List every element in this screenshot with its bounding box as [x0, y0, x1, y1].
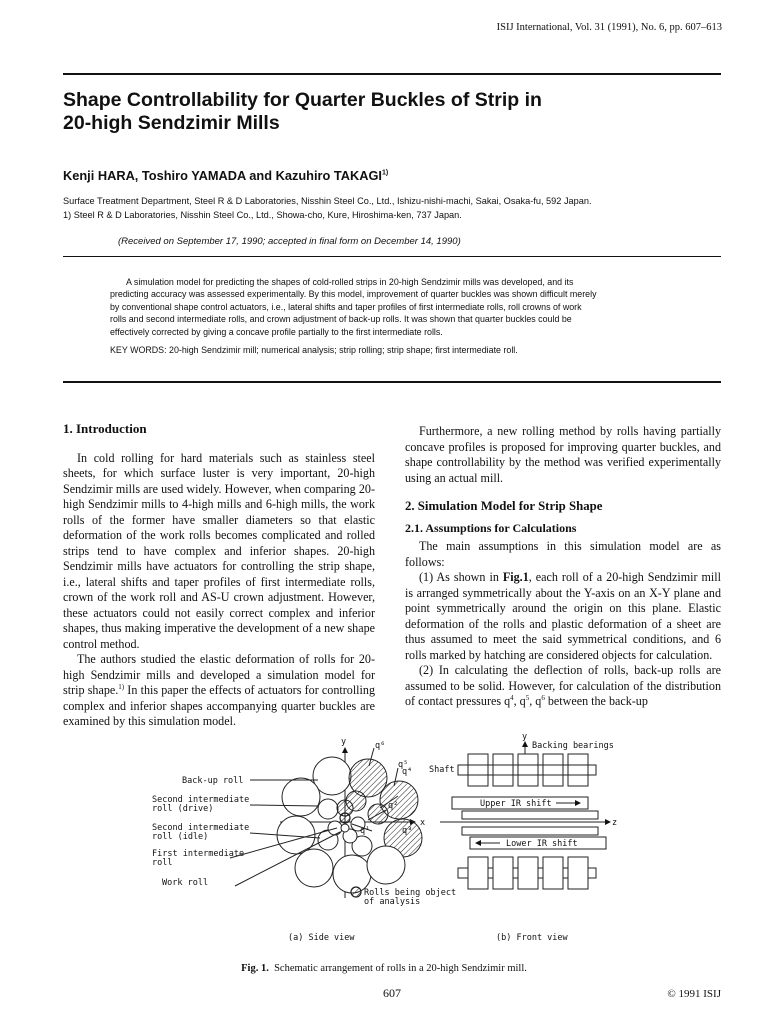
lower-bearing — [493, 857, 513, 889]
label-second-int-drive: Second intermediate — [152, 795, 250, 805]
lower-roll-band — [462, 827, 598, 835]
copyright: © 1991 ISIJ — [667, 988, 721, 1000]
label-rolls-object: Rolls being object — [364, 888, 457, 898]
backup-roll — [367, 846, 405, 884]
backup-roll — [295, 849, 333, 887]
label-first-int: First intermediate — [152, 849, 245, 859]
abstract-line: by conventional shape control actuators, i.e., lateral shifts and taper profiles of first intermediate rolls, roll crowns of work — [110, 301, 582, 312]
title-line-2: 20-high Sendzimir Mills — [63, 112, 280, 134]
backup-roll — [282, 778, 320, 816]
assumptions-intro: The main assumptions in this simulation model are as follows: — [405, 539, 721, 569]
label-z-axis: z — [612, 818, 618, 828]
abstract-top-rule — [63, 256, 721, 257]
label-y-front: y — [522, 732, 528, 742]
label-second-int-idle: Second intermediate — [152, 823, 250, 833]
figure-1-caption — [0, 963, 768, 974]
assumption-2: (2) In calculating the deflection of rolls, back-up rolls are assumed to be solid. However, for calculation of the distribution of contact pressures $q^4$, $q^5$, $q^6$ between the back-up — [405, 663, 721, 708]
title-line-1: Shape Controllability for Quarter Buckles of Strip in — [63, 89, 542, 111]
top-rule — [63, 73, 721, 75]
lower-bearing — [568, 857, 588, 889]
first-intermediate-roll — [328, 821, 342, 835]
abstract-bottom-rule — [63, 381, 721, 383]
upper-roll-band — [462, 811, 598, 819]
author-names: Kenji HARA, Toshiro YAMADA and Kazuhiro TAKAGI — [63, 168, 382, 183]
side-view-diagram — [230, 748, 422, 898]
front-view-diagram — [440, 742, 610, 889]
label-q3: q³ — [402, 826, 413, 836]
right-paragraph-1: Furthermore, a new rolling method by rolls having partially concave profiles is proposed for improving quarter buckles, and shape controllability by the method was verified experimentally using an actual mill. — [405, 424, 721, 485]
author-affiliation-mark: 1) — [381, 169, 389, 177]
work-roll — [340, 813, 350, 823]
figure-1-caption-label: Fig. 1. — [241, 963, 269, 974]
journal-reference: ISIJ International, Vol. 31 (1991), No. 6, pp. 607–613 — [496, 22, 722, 33]
abstract-line: rolls and second intermediate rolls, and crown adjustment of back-up rolls. It was shown that quarter buckles could be — [110, 314, 572, 325]
intro-paragraph-2: The authors studied the elastic deformation of rolls for 20-high Sendzimir mills and developed a simulation model for strip shape.$^{1)}$ In this paper the effects of actuators for controlling complex and inferior shapes accompanying quarter buckles are examined by this simulation model. — [63, 652, 375, 728]
label-second-int-drive: roll (drive) — [152, 804, 214, 814]
label-q4: q⁴ — [402, 767, 413, 777]
affiliation-2: 1) Steel R & D Laboratories, Nisshin Steel Co., Ltd., Showa-cho, Kure, Hiroshima-ken, 737 Japan. — [63, 209, 462, 220]
abstract-line: effectively corrected by giving a concave profile partially to the first intermediate rolls. — [110, 326, 443, 337]
left-column — [63, 421, 375, 730]
label-lower-ir-shift: Lower IR shift — [506, 839, 578, 849]
label-q6: q⁶ — [375, 741, 386, 751]
label-y-axis: y — [341, 737, 347, 747]
label-backup-roll: Back-up roll — [182, 776, 244, 786]
subsection-heading-assumptions: 2.1. Assumptions for Calculations — [405, 520, 577, 535]
label-rolls-object: of analysis — [364, 897, 421, 907]
label-q5: q⁵ — [398, 760, 409, 770]
label-first-int: roll — [152, 858, 173, 868]
figure-1-caption-text: Schematic arrangement of rolls in a 20-high Sendzimir mill. — [274, 963, 527, 974]
label-upper-ir-shift: Upper IR shift — [480, 799, 552, 809]
right-column — [405, 424, 721, 710]
figure-1-drawing — [140, 728, 660, 950]
abstract-line: predicting accuracy was assessed experimentally. By this model, improvement of quarter buckles was shown difficult merely — [110, 289, 597, 300]
label-q2: q² — [388, 801, 399, 811]
label-work-roll: Work roll — [162, 878, 209, 888]
figure-1 — [140, 728, 660, 950]
label-shaft: Shaft — [429, 765, 455, 775]
affiliations — [63, 195, 723, 222]
upper-bearing — [568, 754, 588, 786]
label-front-view: (b) Front view — [496, 933, 568, 943]
paper-title — [63, 89, 723, 135]
received-dates: (Received on September 17, 1990; accepted in final form on December 14, 1990) — [118, 236, 461, 247]
lower-bearing — [468, 857, 488, 889]
label-side-view: (a) Side view — [288, 933, 355, 943]
label-x-axis: x — [420, 818, 426, 828]
abstract — [110, 276, 676, 356]
upper-bearing — [518, 754, 538, 786]
section-heading-introduction: 1. Introduction — [63, 421, 147, 436]
author-list — [63, 168, 388, 183]
abstract-line: A simulation model for predicting the shapes of cold-rolled strips in 20-high Sendzimir mills was developed, and its — [126, 277, 574, 287]
intro-paragraph-1: In cold rolling for hard materials such as stainless steel sheets, for which surface luster is very important, 20-high Sendzimir mills are used widely. However, when comparing 20-high Sendzimir mills to 4-high mills and 6-high mills, the work rolls of the former have smaller diameters so that elastic deformation of the work rolls becomes complicated and rolled strips tend to have complex and inferior shapes. 20-high Sendzimir mills have actuators for controlling the strip shape, i.e., lateral shifts and taper profiles of first intermediate rolls, crown of the work roll and AS-U crown adjustment. However, these actuators could not easily correct complex and inferior shapes, thus making imperative the development of a new shape control method. — [63, 450, 375, 651]
label-q1: q¹ — [360, 826, 371, 836]
analysis-legend-marker — [351, 887, 361, 897]
section-heading-simulation: 2. Simulation Model for Strip Shape — [405, 499, 603, 513]
affiliation-1: Surface Treatment Department, Steel R & D Laboratories, Nisshin Steel Co., Ltd., Ishizu-nishi-machi, Sakai, Osaka-fu, 592 Japan. — [63, 196, 592, 206]
page-number: 607 — [383, 986, 401, 1000]
assumption-1: (1) As shown in Fig.1, each roll of a 20-high Sendzimir mill is arranged symmetrically about the Y-axis on an X-Y plane and point symmetrically around the origin on this plane. Elastic deformation of the rolls and plastic deformation of a sheet are thus assumed to meet the said symmetrical conditions, and 6 rolls marked by hatching are considered objects for calculation. — [405, 570, 721, 662]
keywords: KEY WORDS: 20-high Sendzimir mill; numerical analysis; strip rolling; strip shape; first intermediate roll. — [110, 345, 518, 356]
label-backing-bearings: Backing bearings — [532, 741, 614, 751]
upper-bearing — [493, 754, 513, 786]
lower-bearing — [518, 857, 538, 889]
upper-bearing — [468, 754, 488, 786]
lower-bearing — [543, 857, 563, 889]
label-second-int-idle: roll (idle) — [152, 832, 209, 842]
second-intermediate-roll — [318, 799, 338, 819]
upper-bearing — [543, 754, 563, 786]
work-roll — [341, 824, 349, 832]
